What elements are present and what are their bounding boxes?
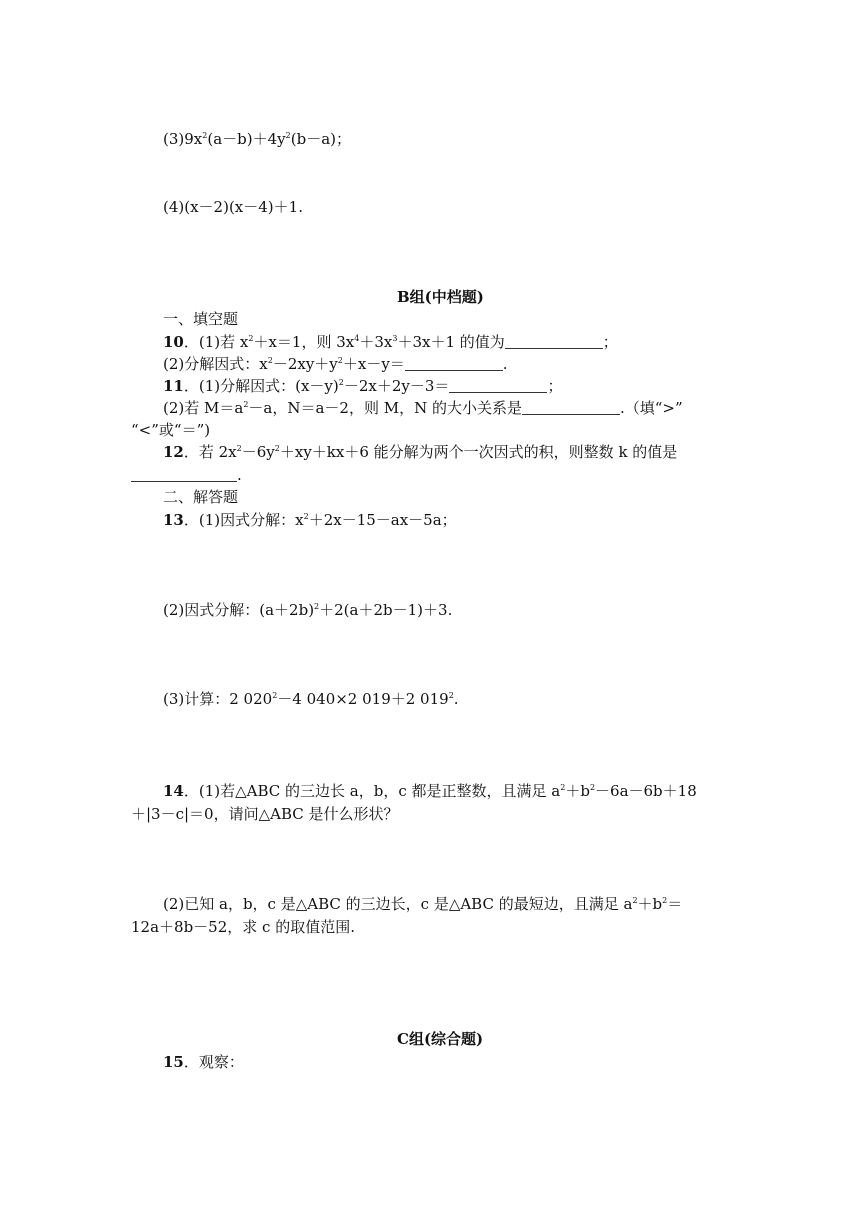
question-14-1: 14．(1)若△ABC 的三边长 a，b，c 都是正整数，且满足 $a^2+b^2-6a-6b+18$ <box>163 782 697 800</box>
question-13-3: (3)计算：2 $020^2-4$ 040×2 019＋2 $019^2$. <box>163 690 459 708</box>
question-14-1-cont: ＋|3－c|＝0，请问△ABC 是什么形状？ <box>131 805 399 823</box>
group-b-heading: B组(中档题) <box>397 288 484 306</box>
question-11-1: 11．(1)分解因式：$(x-y)^2-2x+2y-3=$ ； <box>163 377 563 395</box>
question-11-2: (2)若 $M=a^2-a$，N＝a－2，则 M，N 的大小关系是 .（填“>” <box>163 399 683 417</box>
question-11-2-cont: “<”或“＝”) <box>131 421 211 439</box>
answer-blank[interactable] <box>405 356 503 371</box>
group-c-heading: C组(综合题) <box>397 1030 484 1048</box>
question-10-2: (2)分解因式：$x^2-2xy+y^2+x-y=$ . <box>163 355 508 373</box>
question-12-cont: . <box>131 467 242 483</box>
question-14-2: (2)已知 a，b，c 是△ABC 的三边长，c 是△ABC 的最短边，且满足 $a^2+b^2=$ <box>163 895 683 913</box>
question-13-1: 13．(1)因式分解：$x^2+2x-15-ax-5a$； <box>163 511 457 529</box>
answer-blank[interactable] <box>131 467 237 482</box>
section-solve-heading: 二、解答题 <box>163 488 239 506</box>
question-15: 15．观察： <box>163 1053 244 1071</box>
answer-blank[interactable] <box>505 334 603 349</box>
answer-blank[interactable] <box>522 400 620 415</box>
answer-blank[interactable] <box>449 378 547 393</box>
question-10-1: 10．(1)若 $x^2+x=1$，则 $3x^4+3x^3+3x+1$ 的值为 ； <box>163 333 618 351</box>
question-3a: $(3)9x^2(a-b)+4y^2(b-a)$； <box>163 130 351 148</box>
section-fill-blank-heading: 一、填空题 <box>163 310 239 328</box>
question-13-2: (2)因式分解：$(a+2b)^2+2(a+2b-1)+3$. <box>163 601 453 619</box>
question-14-2-cont: 12a＋8b－52，求 c 的取值范围. <box>131 918 355 936</box>
question-12: 12．若 $2x^2-6y^2+xy+kx+6$ 能分解为两个一次因式的积，则整数 k 的值是 <box>163 443 678 461</box>
question-4a: (4)(x－2)(x－4)＋1. <box>163 198 303 216</box>
